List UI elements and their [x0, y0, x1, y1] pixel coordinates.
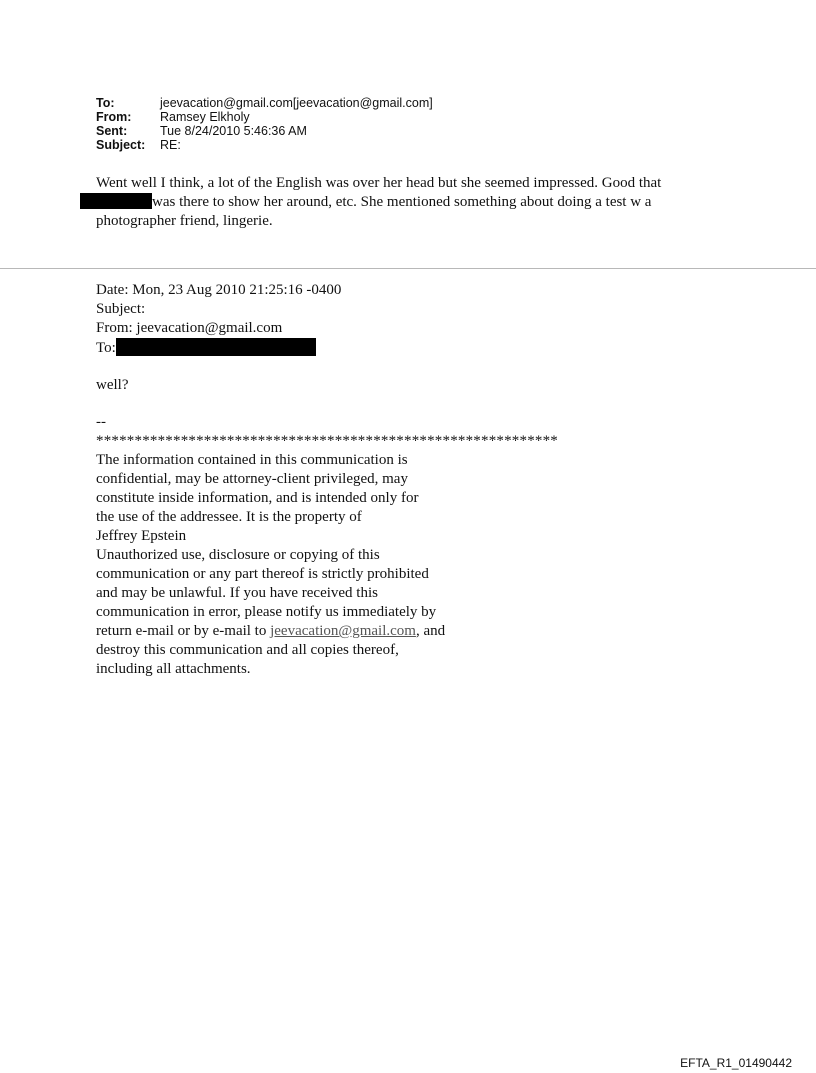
to-value: jeevacation@gmail.com[jeevacation@gmail.com]	[160, 96, 433, 110]
quoted-to-row	[96, 338, 696, 358]
disclaimer-line: Unauthorized use, disclosure or copying of this	[96, 547, 380, 563]
disclaimer-return-line	[96, 622, 696, 641]
redaction-block	[116, 338, 316, 356]
quoted-from: From: jeevacation@gmail.com	[96, 320, 283, 336]
from-row	[96, 110, 433, 124]
disclaimer-line: Jeffrey Epstein	[96, 528, 187, 544]
quoted-message-text: well?	[96, 377, 129, 393]
subject-row	[96, 138, 433, 152]
from-label: From:	[96, 110, 132, 124]
quoted-to: To:	[96, 340, 116, 356]
sent-value: Tue 8/24/2010 5:46:36 AM	[160, 124, 307, 138]
to-row	[96, 96, 433, 110]
quoted-date: Date: Mon, 23 Aug 2010 21:25:16 -0400	[96, 282, 342, 298]
document-id: EFTA_R1_01490442	[680, 1056, 792, 1070]
subject-label: Subject:	[96, 138, 146, 152]
redaction-block	[80, 193, 152, 209]
body-line-1: Went well I think, a lot of the English was over her head but she seemed impressed. Good that	[96, 175, 662, 191]
from-value: Ramsey Elkholy	[160, 110, 250, 124]
spacer	[96, 358, 696, 376]
email-header	[96, 96, 433, 152]
quoted-subject: Subject:	[96, 301, 146, 317]
body-line-2-text: was there to show her around, etc. She mentioned something about doing a test w a	[152, 194, 652, 210]
sent-label: Sent:	[96, 124, 128, 138]
disclaimer	[96, 451, 696, 679]
sent-row	[96, 124, 433, 138]
disclaimer-line: and may be unlawful. If you have received this	[96, 585, 378, 601]
divider	[0, 268, 816, 269]
body-line-2	[96, 193, 746, 212]
disclaimer-line: confidential, may be attorney-client privileged, may	[96, 471, 408, 487]
email-body	[96, 174, 746, 231]
spacer	[96, 395, 696, 413]
disclaimer-line: the use of the addressee. It is the property of	[96, 509, 362, 525]
return-suffix: , and	[415, 623, 446, 639]
body-line-3: photographer friend, lingerie.	[96, 213, 273, 229]
quoted-message	[96, 281, 696, 679]
signature-stars: ************************************************************	[96, 433, 558, 449]
disclaimer-line: communication or any part thereof is strictly prohibited	[96, 566, 429, 582]
email-link[interactable]: jeevacation@gmail.com	[270, 623, 416, 639]
disclaimer-line: The information contained in this communication is	[96, 452, 408, 468]
disclaimer-line: communication in error, please notify us immediately by	[96, 604, 437, 620]
disclaimer-line: constitute inside information, and is intended only for	[96, 490, 419, 506]
subject-value: RE:	[160, 138, 181, 152]
to-label: To:	[96, 96, 115, 110]
return-prefix: return e-mail or by e-mail to	[96, 623, 271, 639]
disclaimer-line: destroy this communication and all copies thereof,	[96, 642, 399, 658]
disclaimer-line: including all attachments.	[96, 661, 251, 677]
signature-dashes: --	[96, 414, 106, 430]
